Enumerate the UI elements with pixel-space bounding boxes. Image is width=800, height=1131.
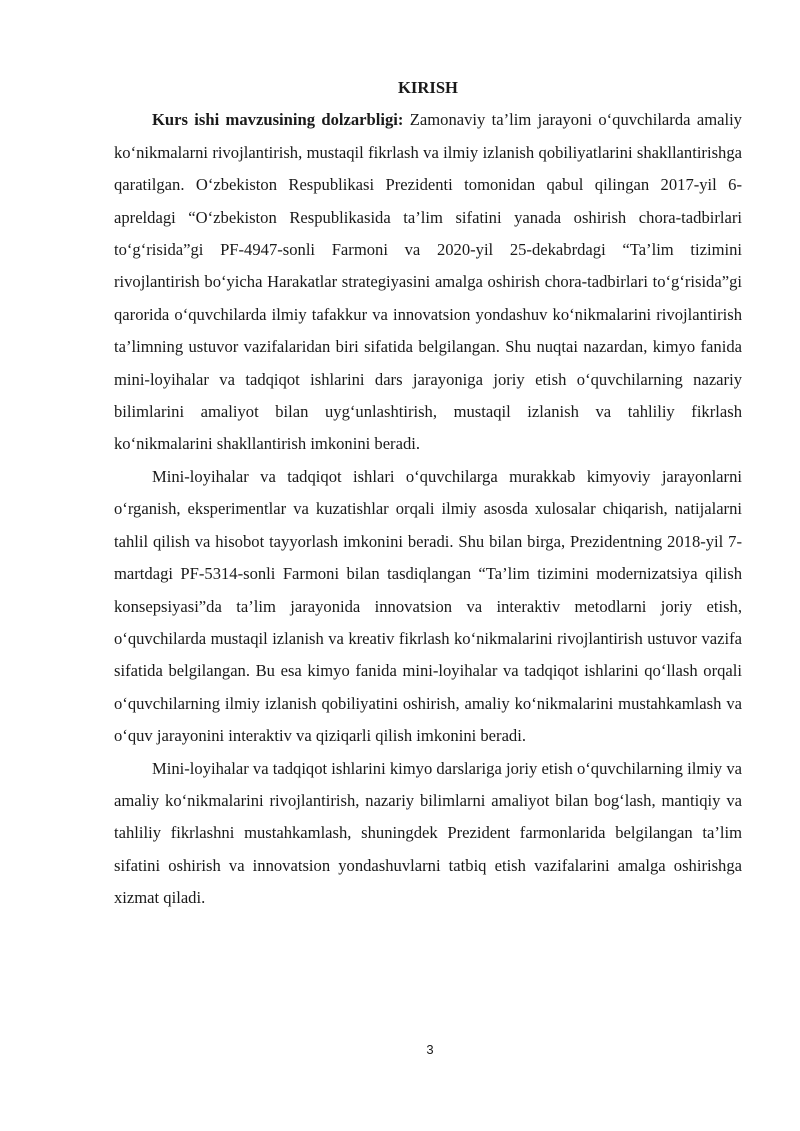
paragraph-3 xyxy=(114,753,742,915)
page-number: 3 xyxy=(426,1042,434,1057)
paragraph-text: Mini-loyihalar va tadqiqot ishlari o‘quvchilarga murakkab kimyoviy jarayonlarni o‘rganish, eksperimentlar va kuzatishlar orqali ilmiy asosda xulosalar chiqarish, natijalarni tahlil qilish va hisobot tayyorlash imkonini beradi. Shu bilan birga, Prezidentning 2018-yil 7-martdagi PF-5314-sonli Farmoni bilan tasdiqlangan “Ta’lim tizimini modernizatsiya qilish konsepsiyasi”da ta’lim jarayonida innovatsion va interaktiv metodlarni joriy etish, o‘quvchilarda mustaqil izlanish va kreativ fikrlash ko‘nikmalarini rivojlantirish ustuvor vazifa sifatida belgilangan. Bu esa kimyo fanida mini-loyihalar va tadqiqot ishlarini qo‘llash orqali o‘quvchilarning ilmiy izlanish qobiliyatini oshirish, amaliy ko‘nikmalarini mustahkamlash va o‘quv jarayonini interaktiv va qiziqarli qilish imkonini beradi. xyxy=(114,466,742,746)
paragraph-2 xyxy=(114,461,742,753)
page-body xyxy=(114,72,742,915)
paragraph-text: Mini-loyihalar va tadqiqot ishlarini kimyo darslariga joriy etish o‘quvchilarning ilmiy va amaliy ko‘nikmalarini rivojlantirish, nazariy bilimlarni amaliyot bilan bog‘lash, mantiqiy va tahliliy fikrlashni mustahkamlash, shuningdek Prezident farmonlarida belgilangan ta’lim sifatini oshirish va innovatsion yondashuvlarni tatbiq etish vazifalarini amalga oshirishga xizmat qiladi. xyxy=(114,758,742,908)
section-title: KIRISH xyxy=(398,78,458,97)
paragraph-1 xyxy=(114,104,742,460)
paragraph-lead: Kurs ishi mavzusining dolzarbligi: xyxy=(152,110,404,130)
paragraph-text: Zamonaviy ta’lim jarayoni o‘quvchilarda amaliy ko‘nikmalarni rivojlantirish, mustaqil fikrlash va ilmiy izlanish qobiliyatlarini shakllantirishga qaratilgan. O‘zbekiston Respublikasi Prezidenti tomonidan qabul qilingan 2017-yil 6-apreldagi “O‘zbekiston Respublikasida ta’lim sifatini yanada oshirish chora-tadbirlari to‘g‘risida”gi PF-4947-sonli Farmoni va 2020-yil 25-dekabrdagi “Ta’lim tizimini rivojlantirish bo‘yicha Harakatlar strategiyasini amalga oshirish chora-tadbirlari to‘g‘risida”gi qarorida o‘quvchilarda ilmiy tafakkur va innovatsion yondashuv ko‘nikmalarini rivojlantirish ta’limning ustuvor vazifalaridan biri sifatida belgilangan. Shu nuqtai nazardan, kimyo fanida mini-loyihalar va tadqiqot ishlarini dars jarayoniga joriy etish o‘quvchilarning nazariy bilimlarini amaliyot bilan uyg‘unlashtirish, mustaqil izlanish va tahliliy fikrlash ko‘nikmalarini shakllantirish imkonini beradi. xyxy=(114,110,742,454)
